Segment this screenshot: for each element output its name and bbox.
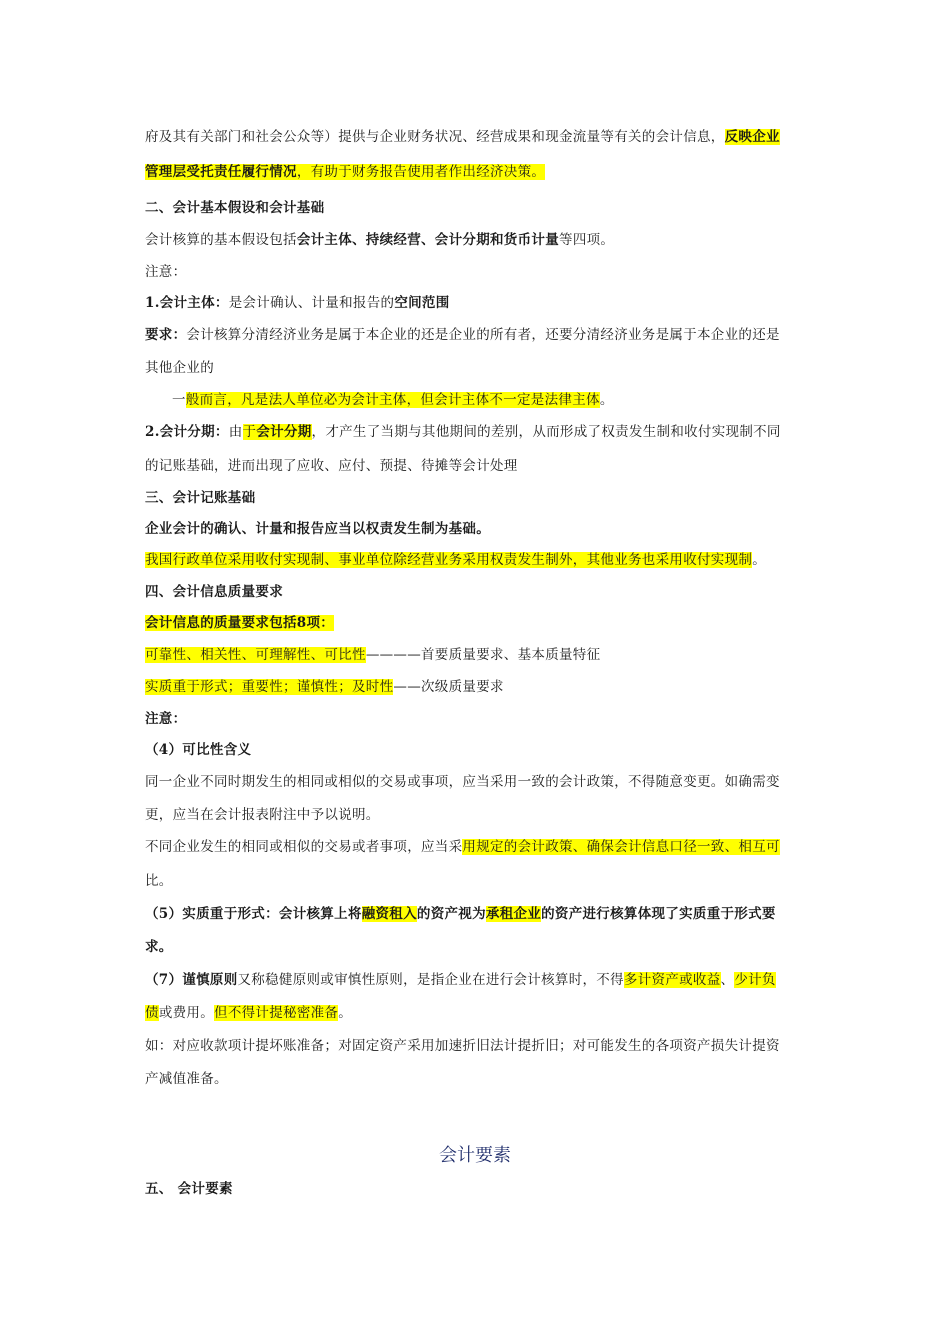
cash-basis-highlight: 我国行政单位采用收付实现制、事业单位除经营业务采用权责发生制外，其他业务也采用收付实现制 — [145, 552, 753, 568]
para-cash-basis — [145, 550, 766, 570]
heading-4: 四、会计信息质量要求 — [145, 584, 283, 600]
intro-line-1 — [145, 127, 780, 147]
item1-label: 1.会计主体： — [145, 295, 229, 311]
heading-5: 五、 会计要素 — [145, 1181, 233, 1197]
intro-line-2 — [145, 162, 545, 182]
item2-hl: 于 — [242, 424, 257, 440]
sub7-l2-hl: 债 — [145, 1005, 159, 1021]
sub-prudence — [145, 970, 776, 990]
quality-count — [145, 613, 334, 633]
comparability-3-highlight: 用规定的会计政策、确保会计信息口径一致、相互可 — [462, 839, 780, 855]
sub7-a: （7）谨慎原则 — [145, 972, 238, 988]
example-line-1: 如：对应收款项计提坏账准备；对固定资产采用加速折旧法计提折旧；对可能发生的各项资产损失计提资 — [145, 1038, 780, 1054]
item-accounting-period — [145, 422, 781, 442]
sub-substance-over-form — [145, 904, 776, 924]
comparability-3-text: 不同企业发生的相同或相似的交易或者事项，应当采 — [145, 839, 463, 855]
sub7-line-2 — [145, 1003, 352, 1023]
item1-text: 是会计确认、计量和报告的 — [228, 295, 395, 311]
item-accounting-entity — [145, 293, 450, 313]
sub7-hl1: 多计资产或收益 — [623, 972, 721, 988]
sub-comparability-title: （4）可比性含义 — [145, 742, 252, 758]
cash-basis-end: 。 — [752, 552, 767, 568]
sub5-hl1: 融资租入 — [361, 906, 417, 922]
item2-a: 由 — [228, 424, 243, 440]
item2-label: 2.会计分期： — [145, 424, 229, 440]
requirement-line-1 — [145, 325, 780, 345]
quality-secondary — [145, 677, 504, 697]
quality-primary-highlight: 可靠性、相关性、可理解性、可比性 — [145, 647, 366, 663]
general-statement — [172, 390, 614, 410]
sub7-l2-b: 或费用。 — [158, 1005, 215, 1021]
sub7-l2-hl2: 但不得计提秘密准备 — [214, 1005, 339, 1021]
quality-primary-rest: ————首要质量要求、基本质量特征 — [365, 647, 601, 663]
para-accrual-basis: 企业会计的确认、计量和报告应当以权责发生制为基础。 — [145, 521, 490, 537]
quality-primary — [145, 645, 600, 665]
section-title: 会计要素 — [439, 1145, 511, 1166]
req-label: 要求： — [145, 327, 187, 343]
note-2: 注意： — [145, 711, 187, 727]
general-end: 。 — [599, 392, 614, 408]
requirement-line-2: 其他企业的 — [145, 360, 214, 376]
heading-2: 二、会计基本假设和会计基础 — [145, 200, 325, 216]
sub5-b: 的资产视为 — [416, 906, 486, 922]
item2-hl-bold: 会计分期 — [256, 424, 312, 440]
comparability-line-1: 同一企业不同时期发生的相同或相似的交易或事项，应当采用一致的会计政策，不得随意变更。如确需变 — [145, 774, 780, 790]
intro-highlight-bold: 管理层受托责任履行情况 — [145, 164, 297, 180]
note-1: 注意： — [145, 264, 187, 280]
sub7-c: 、 — [720, 972, 735, 988]
sub5-a: （5）实质重于形式：会计核算上将 — [145, 906, 362, 922]
assumptions-text: 会计核算的基本假设包括 — [145, 232, 297, 248]
comparability-line-4: 比。 — [145, 873, 173, 889]
sub5-c: 的资产进行核算体现了实质重于形式要 — [541, 906, 776, 922]
intro-highlight: 反映企业 — [724, 129, 780, 145]
comparability-line-2: 更，应当在会计报表附注中予以说明。 — [145, 807, 380, 823]
assumptions-end: 等四项。 — [559, 232, 615, 248]
quality-count-highlight: 会计信息的质量要求包括8项： — [145, 615, 335, 631]
intro-highlight-2: ，有助于财务报告使用者作出经济决策。 — [296, 164, 546, 180]
sub5-hl2: 承租企业 — [485, 906, 542, 922]
example-line-2: 产减值准备。 — [145, 1071, 228, 1087]
comparability-line-3 — [145, 837, 780, 857]
item2-line-2: 的记账基础，进而出现了应收、应付、预提、待摊等会计处理 — [145, 458, 518, 474]
sub7-b: 又称稳健原则或审慎性原则，是指企业在进行会计核算时，不得 — [237, 972, 624, 988]
item1-bold: 空间范围 — [394, 295, 450, 311]
intro-text: 府及其有关部门和社会公众等）提供与企业财务状况、经营成果和现金流量等有关的会计信息， — [145, 129, 725, 145]
item2-c: ，才产生了当期与其他期间的差别，从而形成了权责发生制和收付实现制不同 — [311, 424, 781, 440]
sub7-hl2: 少计负 — [734, 972, 776, 988]
req-text-1: 会计核算分清经济业务是属于本企业的还是企业的所有者，还要分清经济业务是属于本企业的还是 — [186, 327, 780, 343]
para-assumptions — [145, 230, 614, 250]
general-highlight: 般而言，凡是法人单位必为会计主体，但会计主体不一定是法律主体 — [185, 392, 600, 408]
quality-secondary-highlight: 实质重于形式；重要性；谨慎性；及时性 — [145, 679, 394, 695]
general-start: 一 — [172, 392, 186, 408]
sub5-line-2: 求。 — [145, 939, 173, 955]
assumptions-bold: 会计主体、持续经营、会计分期和货币计量 — [296, 232, 560, 248]
sub7-l2-end: 。 — [338, 1005, 353, 1021]
quality-secondary-rest: ——次级质量要求 — [393, 679, 504, 695]
heading-3: 三、会计记账基础 — [145, 490, 256, 506]
